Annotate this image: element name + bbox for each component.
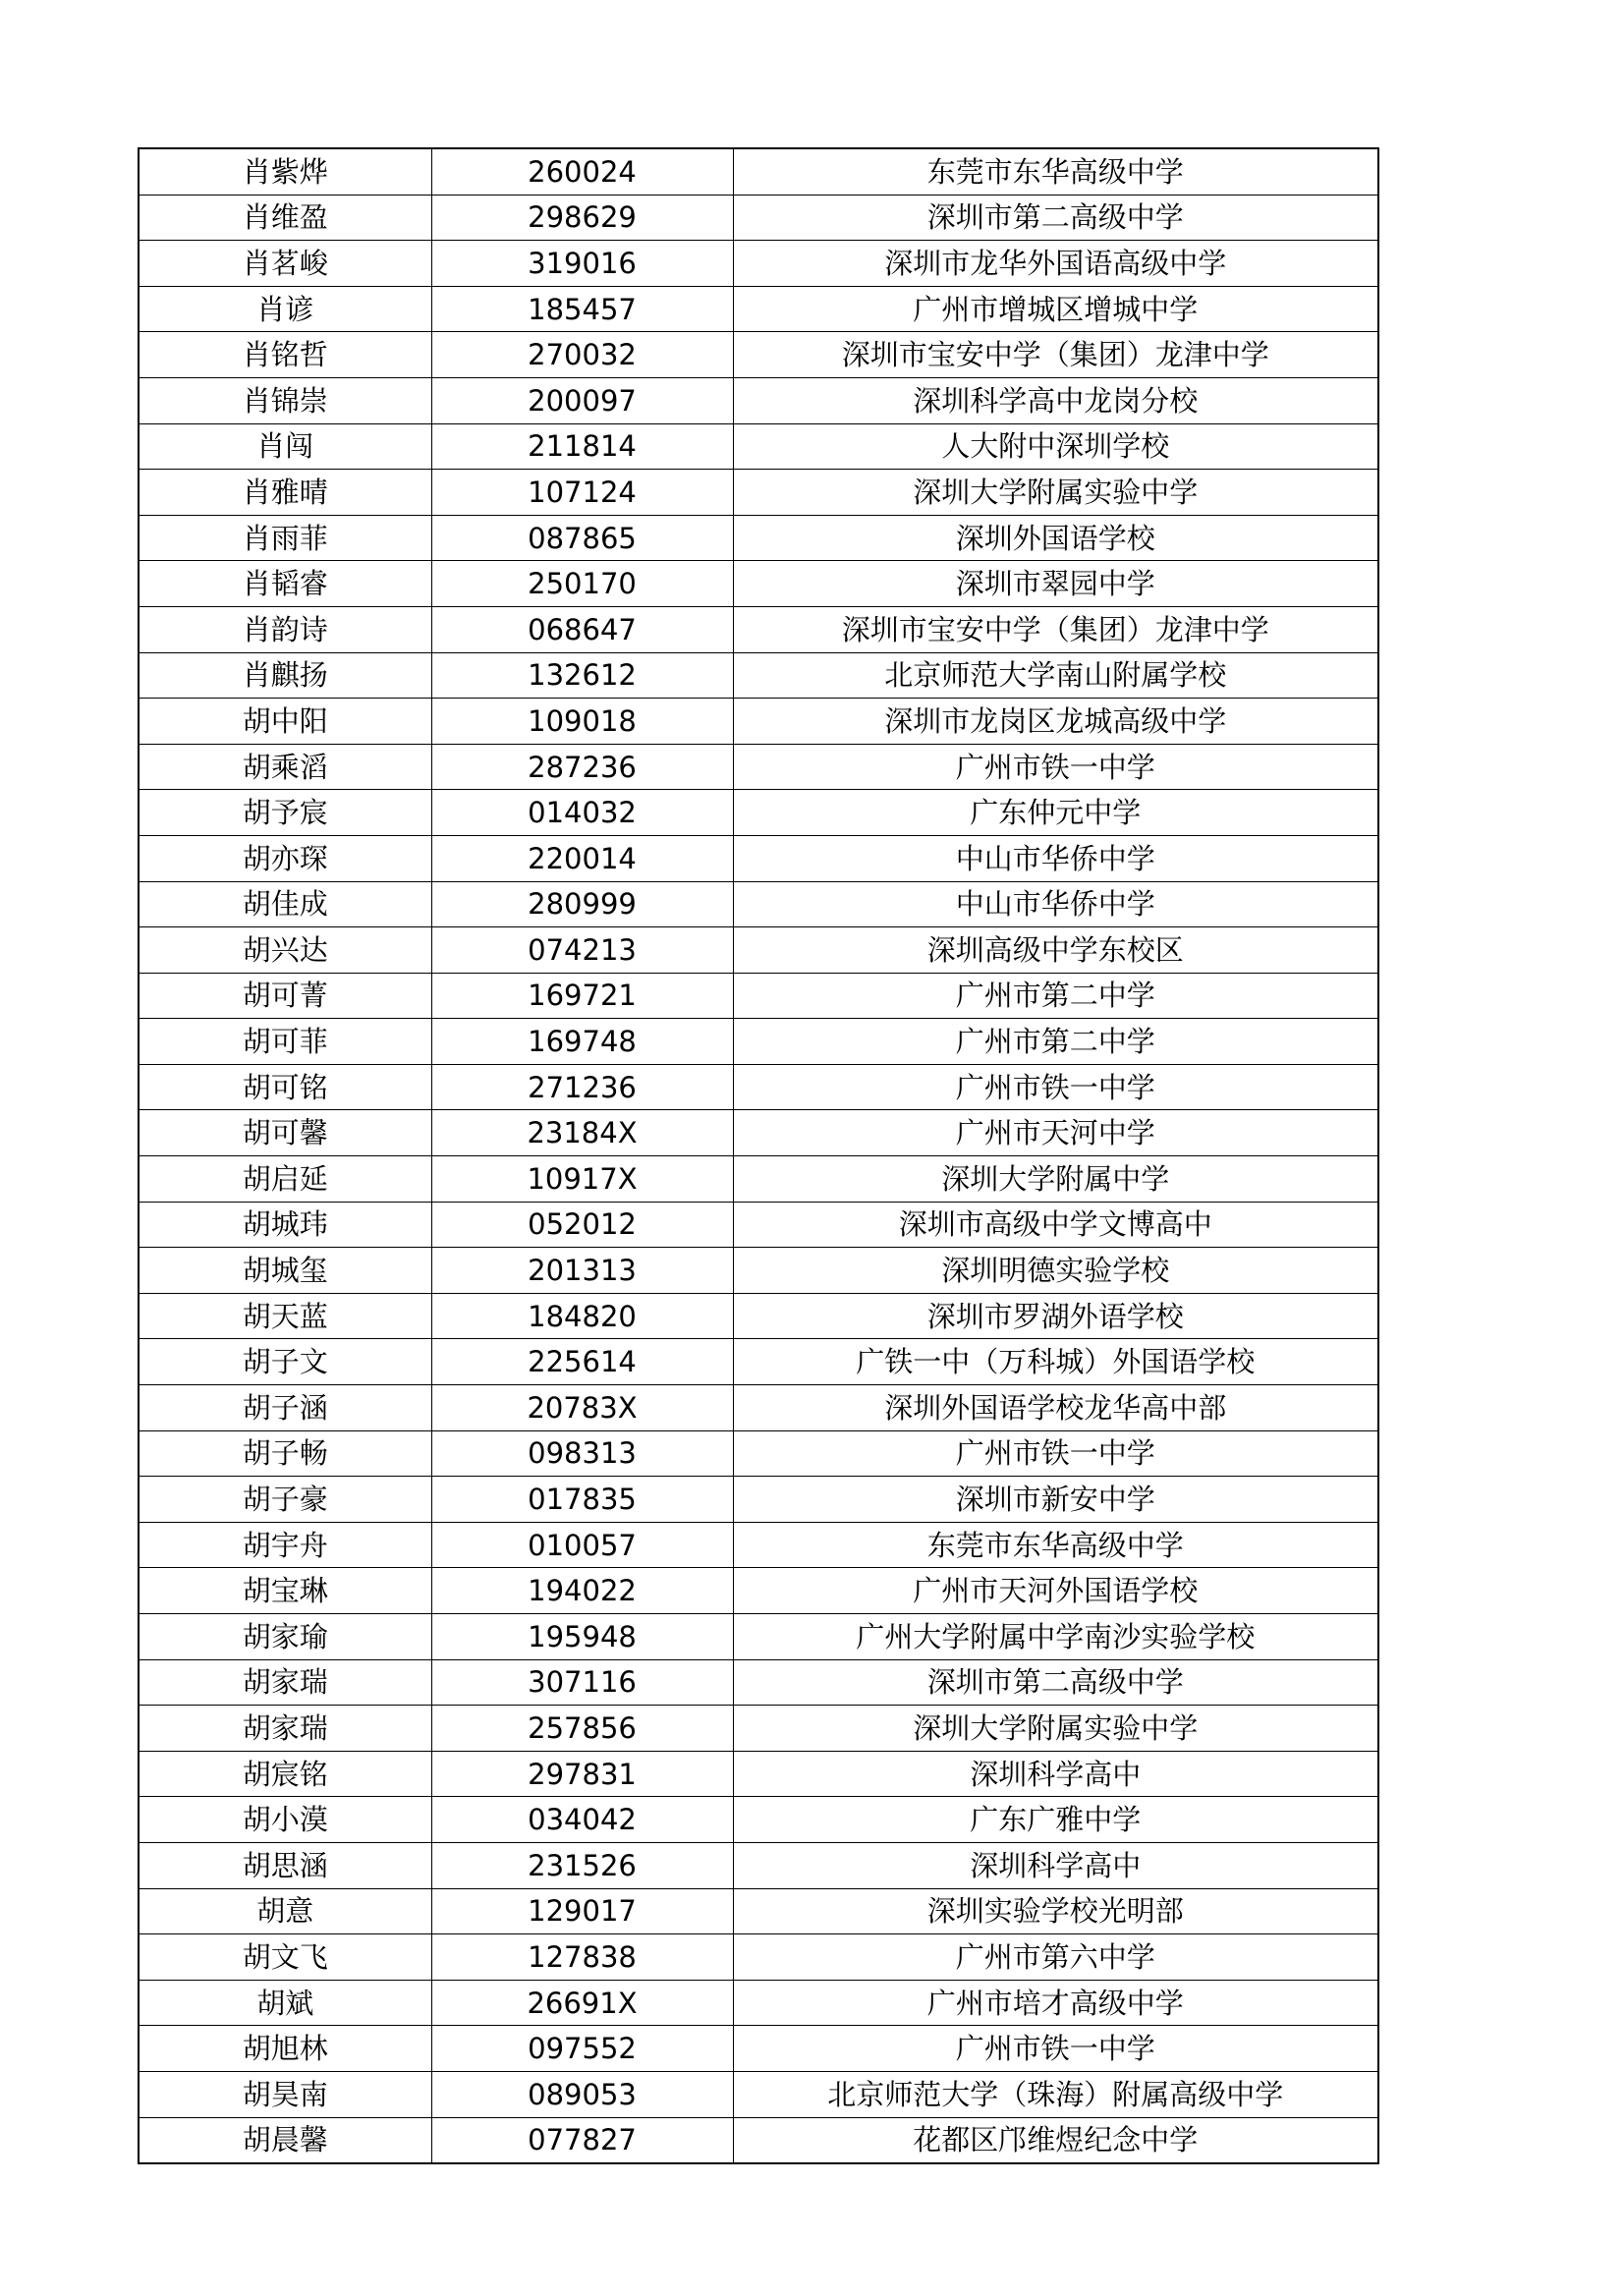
- table-row: [139, 835, 1378, 881]
- table-row: [139, 1797, 1378, 1843]
- table-row: [139, 332, 1378, 378]
- table-row: [139, 241, 1378, 287]
- student-name-cell: 胡中阳: [139, 699, 431, 745]
- school-name-cell: 深圳大学附属实验中学: [733, 1706, 1378, 1752]
- student-name-cell: 胡亦琛: [139, 835, 431, 881]
- student-name-cell: 胡乘滔: [139, 744, 431, 790]
- table-row: [139, 1156, 1378, 1203]
- roster-table: [138, 147, 1379, 2164]
- student-name-cell: 肖维盈: [139, 195, 431, 241]
- school-name-cell: 广东广雅中学: [733, 1797, 1378, 1843]
- table-row: [139, 195, 1378, 241]
- student-id-cell: 270032: [431, 332, 733, 378]
- school-name-cell: 广州市铁一中学: [733, 2026, 1378, 2072]
- student-name-cell: 胡可铭: [139, 1064, 431, 1110]
- student-name-cell: 肖铭哲: [139, 332, 431, 378]
- school-name-cell: 深圳市高级中学文博高中: [733, 1202, 1378, 1248]
- school-name-cell: 人大附中深圳学校: [733, 423, 1378, 470]
- student-id-cell: 109018: [431, 699, 733, 745]
- student-id-cell: 129017: [431, 1888, 733, 1934]
- school-name-cell: 广州市铁一中学: [733, 744, 1378, 790]
- table-row: [139, 1202, 1378, 1248]
- table-row: [139, 1706, 1378, 1752]
- school-name-cell: 深圳大学附属中学: [733, 1156, 1378, 1203]
- table-row: [139, 148, 1378, 195]
- student-id-cell: 097552: [431, 2026, 733, 2072]
- table-row: [139, 2117, 1378, 2163]
- student-id-cell: 225614: [431, 1339, 733, 1385]
- school-name-cell: 深圳市新安中学: [733, 1477, 1378, 1523]
- table-row: [139, 606, 1378, 652]
- school-name-cell: 深圳市龙华外国语高级中学: [733, 241, 1378, 287]
- student-id-cell: 298629: [431, 195, 733, 241]
- student-id-cell: 052012: [431, 1202, 733, 1248]
- table-row: [139, 881, 1378, 927]
- school-name-cell: 深圳市罗湖外语学校: [733, 1293, 1378, 1339]
- school-name-cell: 深圳市第二高级中学: [733, 195, 1378, 241]
- table-row: [139, 1110, 1378, 1156]
- school-name-cell: 广州大学附属中学南沙实验学校: [733, 1614, 1378, 1660]
- student-id-cell: 184820: [431, 1293, 733, 1339]
- table-row: [139, 1934, 1378, 1981]
- student-id-cell: 017835: [431, 1477, 733, 1523]
- student-id-cell: 132612: [431, 652, 733, 699]
- table-row: [139, 1751, 1378, 1797]
- student-name-cell: 胡昊南: [139, 2071, 431, 2117]
- student-name-cell: 胡宇舟: [139, 1522, 431, 1568]
- student-id-cell: 26691X: [431, 1980, 733, 2026]
- student-id-cell: 074213: [431, 927, 733, 974]
- school-name-cell: 北京师范大学南山附属学校: [733, 652, 1378, 699]
- student-name-cell: 胡宸铭: [139, 1751, 431, 1797]
- school-name-cell: 广州市铁一中学: [733, 1430, 1378, 1477]
- table-row: [139, 699, 1378, 745]
- student-id-cell: 319016: [431, 241, 733, 287]
- table-row: [139, 286, 1378, 332]
- student-id-cell: 014032: [431, 790, 733, 836]
- school-name-cell: 广东仲元中学: [733, 790, 1378, 836]
- student-id-cell: 260024: [431, 148, 733, 195]
- school-name-cell: 广州市第二中学: [733, 973, 1378, 1019]
- student-name-cell: 胡子畅: [139, 1430, 431, 1477]
- school-name-cell: 深圳科学高中: [733, 1842, 1378, 1888]
- table-row: [139, 927, 1378, 974]
- student-name-cell: 肖茗峻: [139, 241, 431, 287]
- student-id-cell: 271236: [431, 1064, 733, 1110]
- student-name-cell: 胡启延: [139, 1156, 431, 1203]
- school-name-cell: 深圳市龙岗区龙城高级中学: [733, 699, 1378, 745]
- school-name-cell: 东莞市东华高级中学: [733, 1522, 1378, 1568]
- table-row: [139, 1385, 1378, 1431]
- school-name-cell: 广州市第六中学: [733, 1934, 1378, 1981]
- table-row: [139, 744, 1378, 790]
- student-id-cell: 20783X: [431, 1385, 733, 1431]
- student-id-cell: 297831: [431, 1751, 733, 1797]
- student-id-cell: 200097: [431, 377, 733, 423]
- student-name-cell: 肖雅晴: [139, 470, 431, 516]
- student-name-cell: 肖闯: [139, 423, 431, 470]
- student-id-cell: 185457: [431, 286, 733, 332]
- table-row: [139, 1019, 1378, 1065]
- student-name-cell: 胡家瑞: [139, 1706, 431, 1752]
- student-name-cell: 胡晨馨: [139, 2117, 431, 2163]
- school-name-cell: 深圳明德实验学校: [733, 1248, 1378, 1294]
- student-id-cell: 257856: [431, 1706, 733, 1752]
- student-name-cell: 肖谚: [139, 286, 431, 332]
- student-id-cell: 201313: [431, 1248, 733, 1294]
- table-row: [139, 1980, 1378, 2026]
- student-id-cell: 211814: [431, 423, 733, 470]
- student-name-cell: 胡文飞: [139, 1934, 431, 1981]
- school-name-cell: 花都区邝维煜纪念中学: [733, 2117, 1378, 2163]
- school-name-cell: 广州市天河外国语学校: [733, 1568, 1378, 1614]
- table-row: [139, 973, 1378, 1019]
- student-id-cell: 089053: [431, 2071, 733, 2117]
- student-name-cell: 胡佳成: [139, 881, 431, 927]
- student-name-cell: 胡可菁: [139, 973, 431, 1019]
- table-row: [139, 377, 1378, 423]
- school-name-cell: 东莞市东华高级中学: [733, 148, 1378, 195]
- school-name-cell: 深圳科学高中龙岗分校: [733, 377, 1378, 423]
- student-id-cell: 287236: [431, 744, 733, 790]
- school-name-cell: 中山市华侨中学: [733, 881, 1378, 927]
- table-row: [139, 2026, 1378, 2072]
- table-row: [139, 1522, 1378, 1568]
- table-row: [139, 1477, 1378, 1523]
- school-name-cell: 深圳市第二高级中学: [733, 1659, 1378, 1706]
- roster-body: [139, 148, 1378, 2163]
- student-name-cell: 胡子豪: [139, 1477, 431, 1523]
- student-name-cell: 肖麒扬: [139, 652, 431, 699]
- student-id-cell: 231526: [431, 1842, 733, 1888]
- table-row: [139, 561, 1378, 607]
- table-row: [139, 1293, 1378, 1339]
- student-name-cell: 胡城玺: [139, 1248, 431, 1294]
- table-row: [139, 515, 1378, 561]
- student-name-cell: 胡意: [139, 1888, 431, 1934]
- student-name-cell: 胡予宸: [139, 790, 431, 836]
- student-id-cell: 250170: [431, 561, 733, 607]
- student-name-cell: 胡兴达: [139, 927, 431, 974]
- student-name-cell: 胡家瑞: [139, 1659, 431, 1706]
- student-id-cell: 23184X: [431, 1110, 733, 1156]
- student-name-cell: 胡子涵: [139, 1385, 431, 1431]
- school-name-cell: 广州市第二中学: [733, 1019, 1378, 1065]
- student-name-cell: 胡天蓝: [139, 1293, 431, 1339]
- table-row: [139, 1430, 1378, 1477]
- student-name-cell: 胡子文: [139, 1339, 431, 1385]
- school-name-cell: 深圳市宝安中学（集团）龙津中学: [733, 332, 1378, 378]
- student-id-cell: 087865: [431, 515, 733, 561]
- student-name-cell: 胡可馨: [139, 1110, 431, 1156]
- school-name-cell: 广铁一中（万科城）外国语学校: [733, 1339, 1378, 1385]
- school-name-cell: 广州市培才高级中学: [733, 1980, 1378, 2026]
- student-id-cell: 220014: [431, 835, 733, 881]
- student-name-cell: 肖雨菲: [139, 515, 431, 561]
- table-row: [139, 1064, 1378, 1110]
- school-name-cell: 广州市增城区增城中学: [733, 286, 1378, 332]
- table-row: [139, 2071, 1378, 2117]
- student-name-cell: 胡旭林: [139, 2026, 431, 2072]
- student-id-cell: 068647: [431, 606, 733, 652]
- student-name-cell: 胡城玮: [139, 1202, 431, 1248]
- student-id-cell: 195948: [431, 1614, 733, 1660]
- student-name-cell: 胡斌: [139, 1980, 431, 2026]
- student-name-cell: 肖紫烨: [139, 148, 431, 195]
- student-id-cell: 098313: [431, 1430, 733, 1477]
- table-row: [139, 1614, 1378, 1660]
- table-row: [139, 652, 1378, 699]
- table-row: [139, 1842, 1378, 1888]
- student-id-cell: 077827: [431, 2117, 733, 2163]
- student-id-cell: 010057: [431, 1522, 733, 1568]
- student-id-cell: 10917X: [431, 1156, 733, 1203]
- table-row: [139, 423, 1378, 470]
- table-row: [139, 1568, 1378, 1614]
- school-name-cell: 深圳市宝安中学（集团）龙津中学: [733, 606, 1378, 652]
- student-id-cell: 169721: [431, 973, 733, 1019]
- student-name-cell: 胡家瑜: [139, 1614, 431, 1660]
- student-id-cell: 194022: [431, 1568, 733, 1614]
- student-name-cell: 肖锦崇: [139, 377, 431, 423]
- school-name-cell: 广州市铁一中学: [733, 1064, 1378, 1110]
- student-id-cell: 034042: [431, 1797, 733, 1843]
- school-name-cell: 中山市华侨中学: [733, 835, 1378, 881]
- student-id-cell: 127838: [431, 1934, 733, 1981]
- student-name-cell: 胡思涵: [139, 1842, 431, 1888]
- student-name-cell: 胡小漠: [139, 1797, 431, 1843]
- school-name-cell: 深圳外国语学校龙华高中部: [733, 1385, 1378, 1431]
- student-name-cell: 胡可菲: [139, 1019, 431, 1065]
- table-row: [139, 790, 1378, 836]
- school-name-cell: 深圳高级中学东校区: [733, 927, 1378, 974]
- school-name-cell: 深圳实验学校光明部: [733, 1888, 1378, 1934]
- school-name-cell: 深圳科学高中: [733, 1751, 1378, 1797]
- school-name-cell: 深圳外国语学校: [733, 515, 1378, 561]
- student-id-cell: 307116: [431, 1659, 733, 1706]
- student-id-cell: 107124: [431, 470, 733, 516]
- table-row: [139, 470, 1378, 516]
- school-name-cell: 深圳大学附属实验中学: [733, 470, 1378, 516]
- school-name-cell: 北京师范大学（珠海）附属高级中学: [733, 2071, 1378, 2117]
- school-name-cell: 深圳市翠园中学: [733, 561, 1378, 607]
- table-row: [139, 1659, 1378, 1706]
- table-row: [139, 1248, 1378, 1294]
- student-name-cell: 肖韵诗: [139, 606, 431, 652]
- student-name-cell: 肖韬睿: [139, 561, 431, 607]
- student-id-cell: 280999: [431, 881, 733, 927]
- table-row: [139, 1888, 1378, 1934]
- student-name-cell: 胡宝琳: [139, 1568, 431, 1614]
- school-name-cell: 广州市天河中学: [733, 1110, 1378, 1156]
- student-id-cell: 169748: [431, 1019, 733, 1065]
- table-row: [139, 1339, 1378, 1385]
